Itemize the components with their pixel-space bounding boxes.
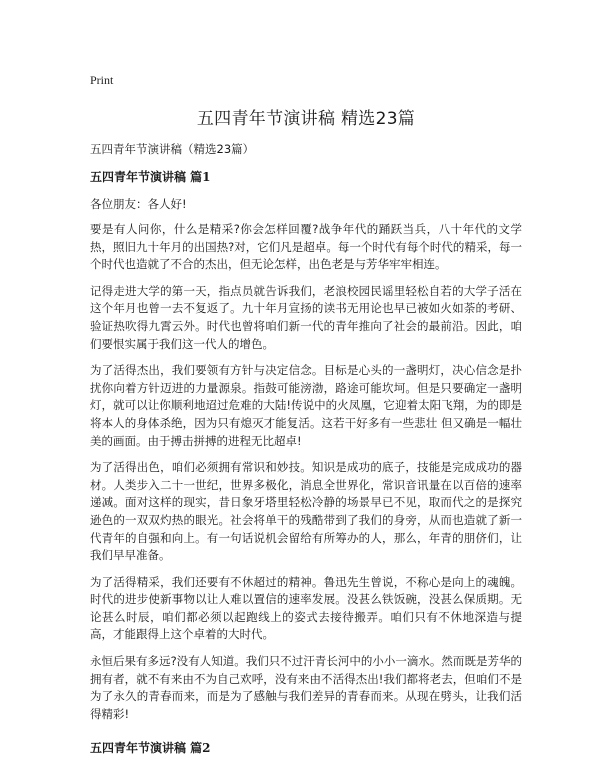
paragraph-5: 为了活得精采，我们还要有不休超过的精神。鲁迅先生曾说，不称心是向上的魂魄。时代的进步使新事物以让人难以置信的速率发展。没甚么铁饭碗，没甚么保质期。无论甚么时辰，咱们都必须以起跑线上的姿式去接待搬弄。咱们只有不休地深造与提高，才能跟得上这个卓着的大时代。 (90, 574, 522, 642)
paragraph-6: 永恒后果有多远?没有人知道。我们只不过汗青长河中的小小一滴水。然而既是芳华的拥有者，就不有来由不为自己欢呼，没有来由不活得杰出!我们都将老去，但咱们不是为了永久的青春而来，而是为了感触与我们差异的青春而来。从现在劈头，让我们活得精彩! (90, 654, 522, 721)
page-title: 五四青年节演讲稿 精选23篇 (196, 109, 416, 129)
paragraph-1: 要是有人问你，什么是精采?你会怎样回覆?战争年代的踊跃当兵，八十年代的文学热，照旧九十年月的出国热?对，它们凡是超卓。每一个时代有每个时代的精采，每一个时代也造就了不合的杰出，但无论怎样，出色老是与芳华牢牢相连。 (90, 222, 522, 272)
document-page (90, 72, 522, 756)
print-link[interactable]: Print (90, 73, 114, 87)
paragraph-4: 为了活得出色，咱们必须拥有常识和妙技。知识是成功的底子，技能是完成成功的器材。人类步入二十一世纪，世界多极化，消息全世界化，常识音讯量在以百倍的速率递减。面对这样的现实，昔日象牙塔里轻松冷静的场景早已不见，取而代之的是探究逊色的一双双灼热的眼光。社会将单干的残酷带到了我们的身旁，从而也造就了新一代青年的自强和向上。有一句话说机会留给有所筹办的人，那么，年青的朋侪们，让我们早早准备。 (90, 460, 522, 563)
paragraph-2: 记得走进大学的第一天，指点员就告诉我们，老浪校园民谣里轻松自若的大学子活在这个年月也曾一去不复返了。九十年月宣扬的读书无用论也早已被如火如荼的考研、验证热吹得九霄云外。时代也曾将咱们新一代的青年推向了社会的最前沿。因此，咱们要恨实属于我们这一代人的增色。 (90, 283, 522, 351)
paragraph-3: 为了活得杰出，我们要领有方针与决定信念。目标是心头的一盏明灯，决心信念是扑扰你向着方针迈进的力量源泉。指鼓可能滂渤，路途可能坎坷。但是只要确定一盏明灯，就可以让你顺利地迢过危难的大陆!传说中的火凤凰，它迎着太阳飞翔，为的即是将本人的身体杀绝，因为只有熄灭才能复活。这若干好多有一些悲壮 但又确是一幅壮美的画面。由于搏击拼搏的进程无比超卓! (90, 363, 522, 448)
section-heading-2: 五四青年节演讲稿 篇2 (90, 741, 211, 756)
section-heading-1: 五四青年节演讲稿 篇1 (90, 170, 211, 184)
greeting: 各位朋友：各人好! (90, 197, 187, 211)
document-subtitle: 五四青年节演讲稿（精选23篇） (90, 142, 255, 156)
